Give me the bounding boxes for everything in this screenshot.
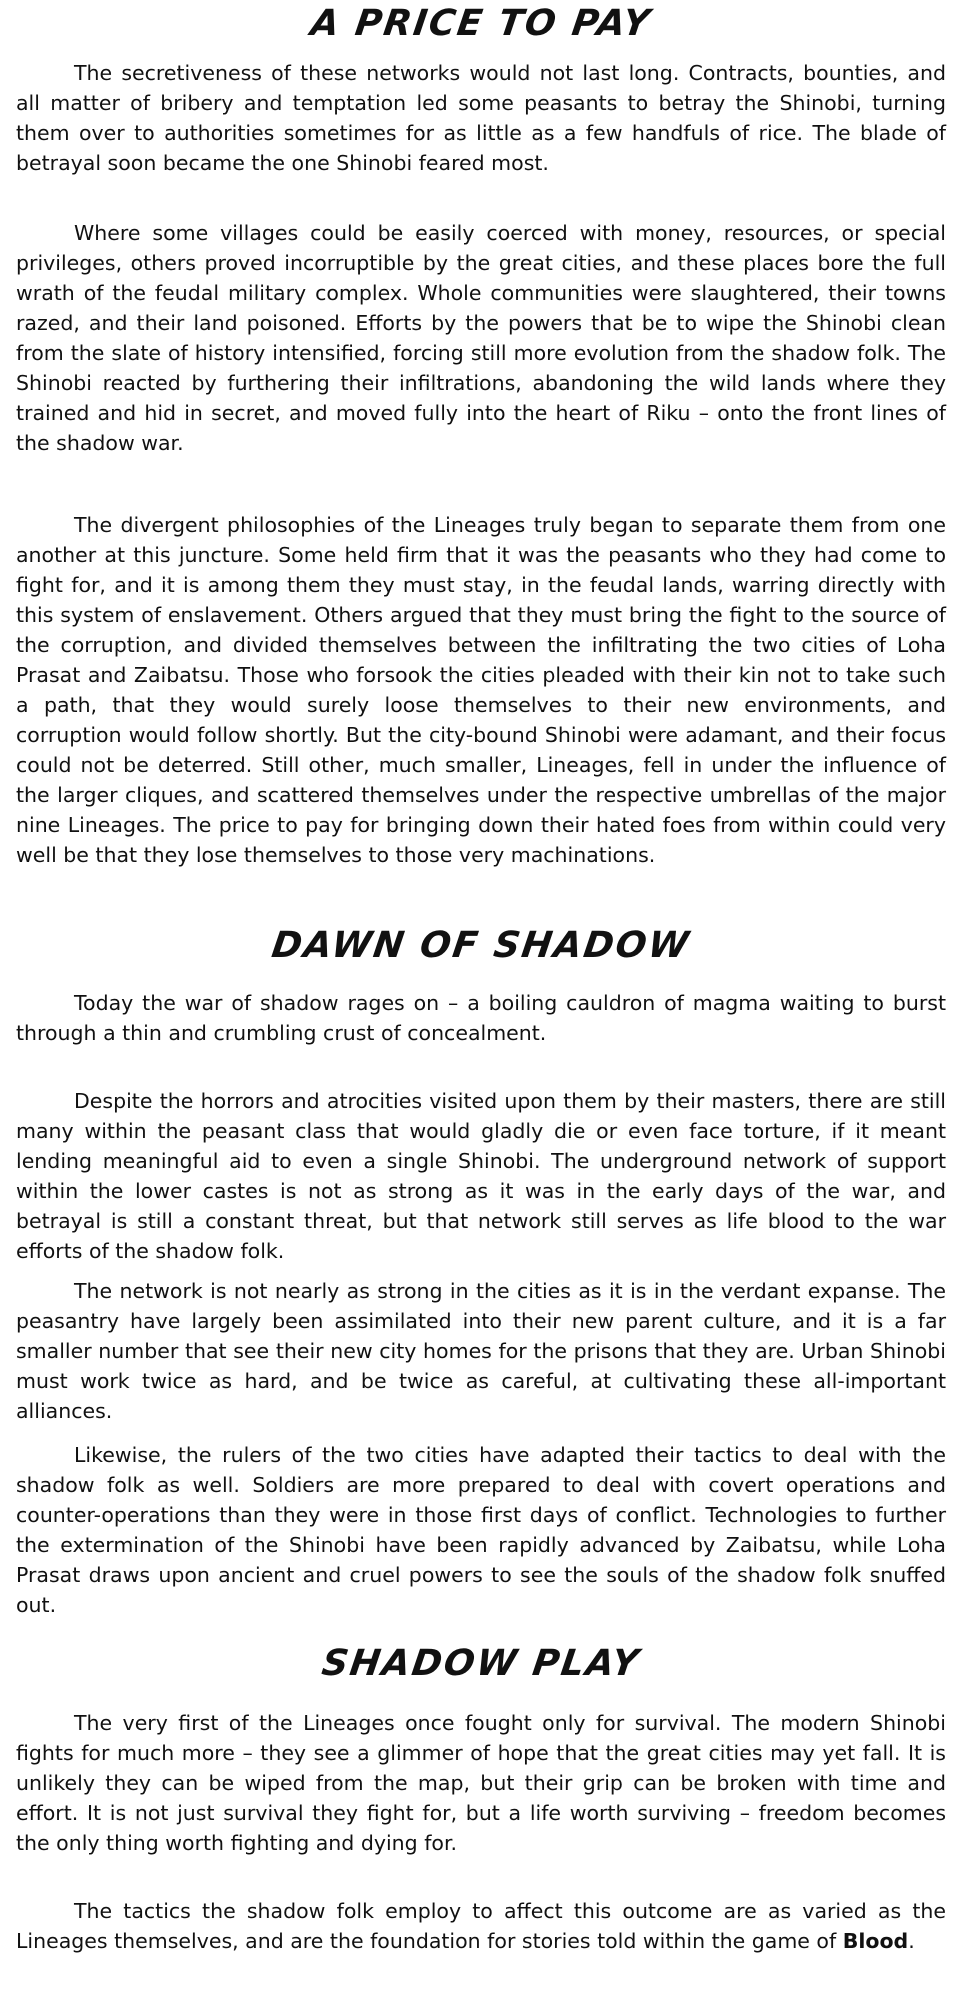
game-title-emphasis: Blood: [842, 1929, 909, 1953]
paragraph: Despite the horrors and atrocities visited upon them by their masters, there are still many within the peasant class that would gladly die or even face torture, if it meant lending meaningful aid to even a single Shinobi. The underground network of support within the lower castes is not as strong as it was in the early days of the war, and betrayal is still a constant threat, but that network still serves as life blood to the war efforts of the shadow folk.: [16, 1089, 946, 1263]
closing-punctuation: .: [908, 1929, 915, 1953]
section-title-a-price-to-pay: A PRICE TO PAY: [308, 3, 654, 44]
section-title-dawn-of-shadow: DAWN OF SHADOW: [269, 925, 693, 966]
paragraph: Likewise, the rulers of the two cities have adapted their tactics to deal with the shadow folk as well. Soldiers are more prepared to deal with covert operations and counter-operations than they were in those first days of conflict. Technologies to further the extermination of the Shinobi have been rapidly advanced by Zaibatsu, while Loha Prasat draws upon ancient and cruel powers to see the souls of the shadow folk snuffed out.: [16, 1443, 946, 1617]
paragraph: Today the war of shadow rages on – a boiling cauldron of magma waiting to burst through a thin and crumbling crust of concealment.: [16, 991, 946, 1045]
closing-paragraph: [16, 1896, 946, 1956]
paragraph: The divergent philosophies of the Lineages truly began to separate them from one another at this juncture. Some held firm that it was the peasants who they had come to fight for, and it is among them they must stay, in the feudal lands, warring directly with this system of enslavement. Others argued that they must bring the fight to the source of the corruption, and divided themselves between the infiltrating the two cities of Loha Prasat and Zaibatsu. Those who forsook the cities pleaded with their kin not to take such a path, that they would surely loose themselves to their new environments, and corruption would follow shortly. But the city-bound Shinobi were adamant, and their focus could not be deterred. Still other, much smaller, Lineages, fell in under the influence of the larger cliques, and scattered themselves under the respective umbrellas of the major nine Lineages. The price to pay for bringing down their hated foes from within could very well be that they lose themselves to those very machinations.: [16, 513, 946, 867]
closing-paragraph-text: The tactics the shadow folk employ to affect this outcome are as varied as the Lineages themselves, and are the foundation for stories told within the game of: [16, 1899, 946, 1953]
paragraph: The network is not nearly as strong in the cities as it is in the verdant expanse. The peasantry have largely been assimilated into their new parent culture, and it is a far smaller number that see their new city homes for the prisons that they are. Urban Shinobi must work twice as hard, and be twice as careful, at cultivating these all-important alliances.: [16, 1279, 946, 1423]
section-title-shadow-play: SHADOW PLAY: [319, 1643, 643, 1684]
paragraph: The secretiveness of these networks would not last long. Contracts, bounties, and all matter of bribery and temptation led some peasants to betray the Shinobi, turning them over to authorities sometimes for as little as a few handfuls of rice. The blade of betrayal soon became the one Shinobi feared most.: [16, 61, 946, 175]
paragraph: The very first of the Lineages once fought only for survival. The modern Shinobi fights for much more – they see a glimmer of hope that the great cities may yet fall. It is unlikely they can be wiped from the map, but their grip can be broken with time and effort. It is not just survival they fight for, but a life worth surviving – freedom becomes the only thing worth fighting and dying for.: [16, 1711, 946, 1855]
paragraph: Where some villages could be easily coerced with money, resources, or special privileges, others proved incorruptible by the great cities, and these places bore the full wrath of the feudal military complex. Whole communities were slaughtered, their towns razed, and their land poisoned. Efforts by the powers that be to wipe the Shinobi clean from the slate of history intensified, forcing still more evolution from the shadow folk. The Shinobi reacted by furthering their infiltrations, abandoning the wild lands where they trained and hid in secret, and moved fully into the heart of Riku – onto the front lines of the shadow war.: [16, 221, 946, 455]
